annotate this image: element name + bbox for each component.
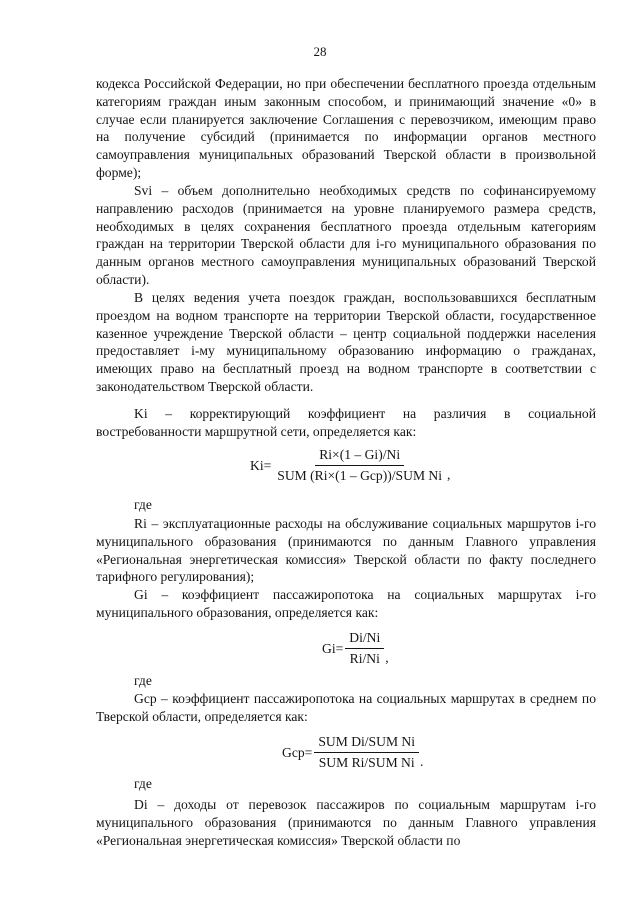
page-number: 28 xyxy=(313,44,327,59)
formula-ki-fraction xyxy=(273,447,446,484)
formula-gi xyxy=(322,630,389,667)
paragraph-water-transport: В целях ведения учета поездок граждан, воспользовавшихся бесплатным проездом на водном транспорте на территории Тверской области, государственное казенное учреждение Тверской области – центр социальной поддержки населения предоставляет i-му муниципальному образованию информацию о гражданах, имеющих право на бесплатный проезд на водном транспорте в соответствии с законодательством Тверской области. xyxy=(96,290,596,394)
formula-ki-lhs: Ki= xyxy=(250,457,272,473)
paragraph-svi-definition: Svi – объем дополнительно необходимых средств по софинансируемому направлению расходов (принимается на уровне планируемого размера средств, необходимых в целях сохранения бесплатного проезда отдельным категориям граждан на территории Тверской области для i-го муниципального образования по данным органов местного самоуправления муниципальных образований Тверской области). xyxy=(96,183,596,287)
where-label-1: где xyxy=(134,497,152,512)
formula-gcp-fraction xyxy=(314,734,419,771)
formula-ki xyxy=(250,447,450,484)
formula-gi-lhs: Gi= xyxy=(322,640,344,656)
formula-gi-fraction xyxy=(345,630,384,667)
formula-gi-denominator: Ri/Ni xyxy=(349,651,380,666)
formula-ki-numerator: Ri×(1 – Gi)/Ni xyxy=(315,447,404,466)
where-label-3: где xyxy=(134,776,152,791)
formula-gcp-punctuation: . xyxy=(420,754,424,769)
formula-gi-punctuation: , xyxy=(385,650,389,665)
formula-gcp-lhs: Gср= xyxy=(282,744,313,760)
paragraph-ki-definition: Ki – корректирующий коэффициент на различия в социальной востребованности маршрутной сети, определяется как: xyxy=(96,406,596,439)
formula-gi-numerator: Di/Ni xyxy=(345,630,384,649)
formula-gcp xyxy=(282,734,423,771)
formula-gcp-numerator: SUM Di/SUM Ni xyxy=(314,734,419,753)
formula-ki-denominator: SUM (Ri×(1 – Gср))/SUM Ni xyxy=(277,468,443,483)
formula-gcp-denominator: SUM Ri/SUM Ni xyxy=(318,755,415,770)
paragraph-gcp-definition: Gср – коэффициент пассажиропотока на социальных маршрутах в среднем по Тверской области, определяется как: xyxy=(96,691,596,724)
where-label-2: где xyxy=(134,673,152,688)
paragraph-subsidy-clause: кодекса Российской Федерации, но при обеспечении бесплатного проезда отдельным категориям граждан иным законным способом, и принимающий значение «0» в случае если планируется заключение Соглашения с перевозчиком, имеющим право на получение субсидий (принимается по информации органов местного самоуправления муниципальных образований Тверской области в произвольной форме); xyxy=(96,76,596,180)
paragraph-gi-definition: Gi – коэффициент пассажиропотока на социальных маршрутах i-го муниципального образования, определяется как: xyxy=(96,587,596,620)
paragraph-di-definition: Di – доходы от перевозок пассажиров по социальным маршрутам i-го муниципального образования (принимаются по данным Главного управления «Региональная энергетическая комиссия» Тверской области по xyxy=(96,797,596,848)
paragraph-ri-definition: Ri – эксплуатационные расходы на обслуживание социальных маршрутов i-го муниципального образования (принимаются по данным Главного управления «Региональная энергетическая комиссия» Тверской области по факту последнего тарифного регулирования); xyxy=(96,516,596,585)
formula-ki-punctuation: , xyxy=(447,467,451,482)
